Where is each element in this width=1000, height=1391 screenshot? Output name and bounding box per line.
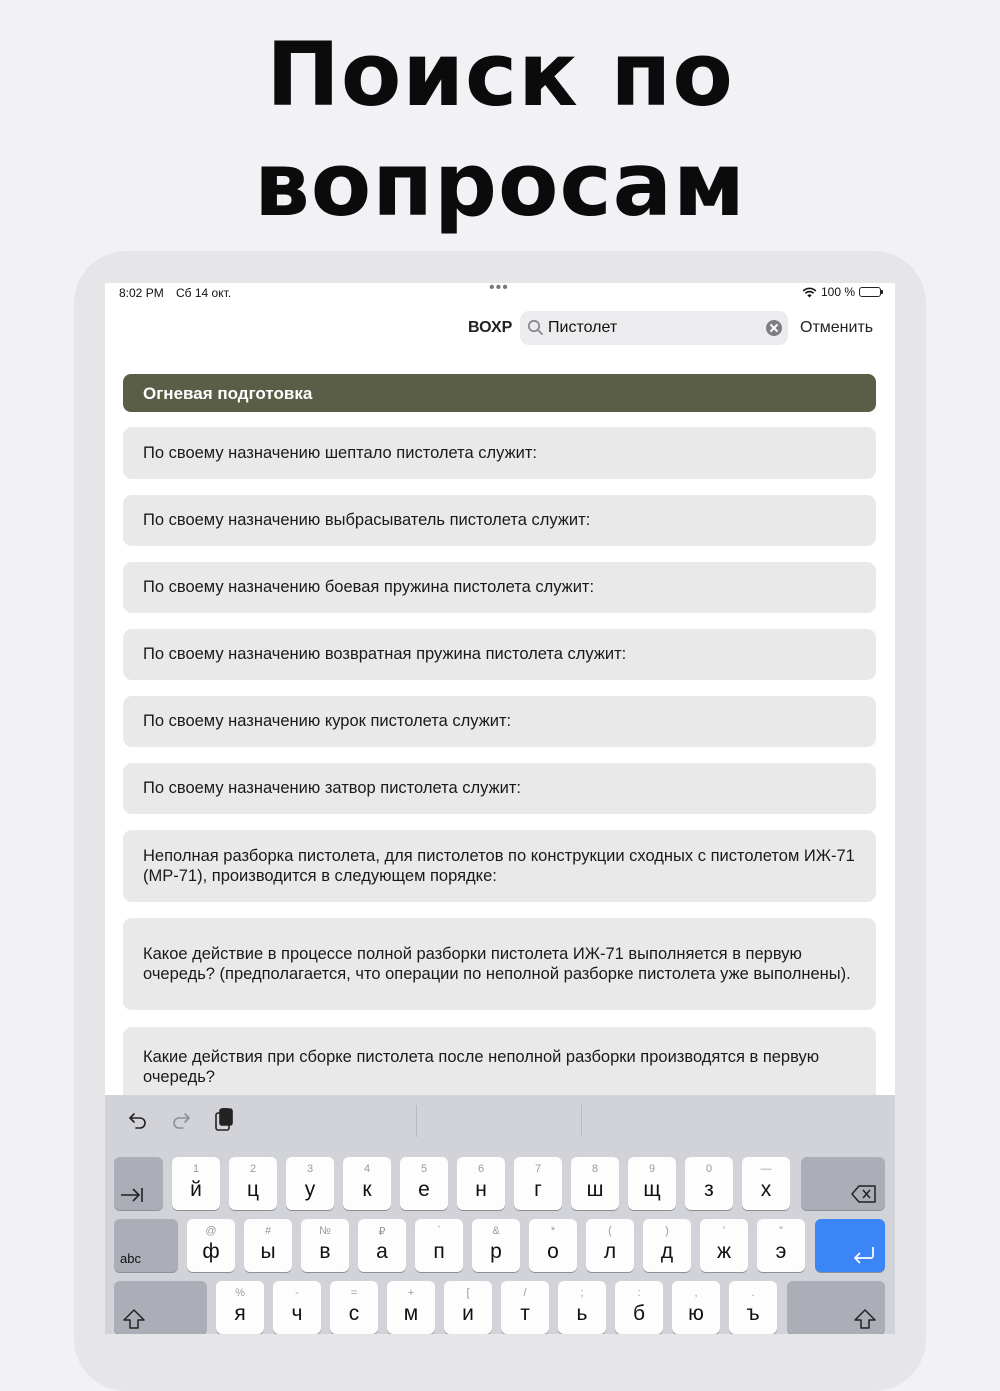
keyboard [105,1095,895,1334]
toolbar-divider [416,1105,417,1137]
clear-search-icon[interactable] [766,320,782,336]
key-б[interactable]: : б [615,1281,663,1334]
key-ш[interactable]: 8 ш [571,1157,619,1210]
key-п[interactable]: ˊ п [415,1219,463,1272]
cancel-button[interactable]: Отменить [800,319,874,336]
key-о[interactable]: * о [529,1219,577,1272]
key-я[interactable]: % я [216,1281,264,1334]
app-screen [105,283,895,1334]
multitask-dots-icon[interactable]: ••• [489,283,509,296]
delete-key[interactable] [801,1157,885,1210]
paste-icon[interactable] [213,1107,235,1133]
key-ь[interactable]: ; ь [558,1281,606,1334]
key-щ[interactable]: 9 щ [628,1157,676,1210]
key-г[interactable]: 7 г [514,1157,562,1210]
nav-bar [105,311,895,351]
key-в[interactable]: № в [301,1219,349,1272]
hero-title-line-2: вопросам [254,133,746,236]
toolbar-divider [581,1105,582,1137]
key-у[interactable]: 3 у [286,1157,334,1210]
abc-key[interactable]: abc [114,1219,178,1272]
shift-icon [853,1308,877,1330]
key-л[interactable]: ( л [586,1219,634,1272]
key-к[interactable]: 4 к [343,1157,391,1210]
wifi-icon [802,287,817,298]
search-field[interactable] [520,311,788,345]
key-д[interactable]: ) д [643,1219,691,1272]
status-time: 8:02 PM [119,286,164,300]
status-right [802,285,881,299]
key-х[interactable]: — х [742,1157,790,1210]
question-item[interactable]: По своему назначению курок пистолета служит: [123,696,876,747]
key-ю[interactable]: , ю [672,1281,720,1334]
search-icon [527,319,544,336]
section-header: Огневая подготовка [123,374,876,412]
hero-title-line-1: Поиск по [266,23,734,126]
key-т[interactable]: / т [501,1281,549,1334]
question-item[interactable]: Неполная разборка пистолета, для пистолетов по конструкции сходных с пистолетом ИЖ-71 (МР-71), производится в следующем порядке: [123,830,876,902]
question-item[interactable]: По своему назначению затвор пистолета служит: [123,763,876,814]
key-м[interactable]: + м [387,1281,435,1334]
key-ы[interactable]: # ы [244,1219,292,1272]
hero-title [0,20,1000,240]
battery-icon [859,287,881,297]
undo-icon[interactable] [127,1109,149,1131]
search-input[interactable] [548,317,758,339]
delete-icon [851,1185,877,1203]
shift-icon [122,1308,146,1330]
shift-key-right[interactable] [787,1281,885,1334]
key-с[interactable]: = с [330,1281,378,1334]
shift-key-left[interactable] [114,1281,207,1334]
key-н[interactable]: 6 н [457,1157,505,1210]
question-item[interactable]: По своему назначению выбрасыватель пистолета служит: [123,495,876,546]
key-ч[interactable]: - ч [273,1281,321,1334]
return-icon [851,1245,877,1265]
nav-title: ВОХР [468,319,513,336]
key-з[interactable]: 0 з [685,1157,733,1210]
question-item[interactable]: Какое действие в процессе полной разборки пистолета ИЖ-71 выполняется в первую очередь? (предполагается, что операции по неполной разборке пистолета уже выполнены). [123,918,876,1010]
key-ж[interactable]: ’ ж [700,1219,748,1272]
question-item[interactable]: Какие действия при сборке пистолета после неполной разборки производятся в первую очередь? [123,1027,876,1107]
key-и[interactable]: [ и [444,1281,492,1334]
key-э[interactable]: ” э [757,1219,805,1272]
question-item[interactable]: По своему назначению боевая пружина пистолета служит: [123,562,876,613]
return-key[interactable] [815,1219,885,1272]
status-bar [105,283,895,303]
key-й[interactable]: 1 й [172,1157,220,1210]
status-date: Сб 14 окт. [176,286,232,300]
key-р[interactable]: & р [472,1219,520,1272]
tab-icon [119,1185,145,1205]
battery-percent: 100 % [820,285,855,299]
key-ъ[interactable]: . ъ [729,1281,777,1334]
key-а[interactable]: ₽ а [358,1219,406,1272]
tab-key[interactable] [114,1157,163,1210]
key-ц[interactable]: 2 ц [229,1157,277,1210]
key-ф[interactable]: @ ф [187,1219,235,1272]
question-item[interactable]: По своему назначению возвратная пружина пистолета служит: [123,629,876,680]
key-е[interactable]: 5 е [400,1157,448,1210]
question-item[interactable]: По своему назначению шептало пистолета служит: [123,427,876,479]
keyboard-toolbar [105,1095,895,1147]
redo-icon[interactable] [170,1109,192,1131]
